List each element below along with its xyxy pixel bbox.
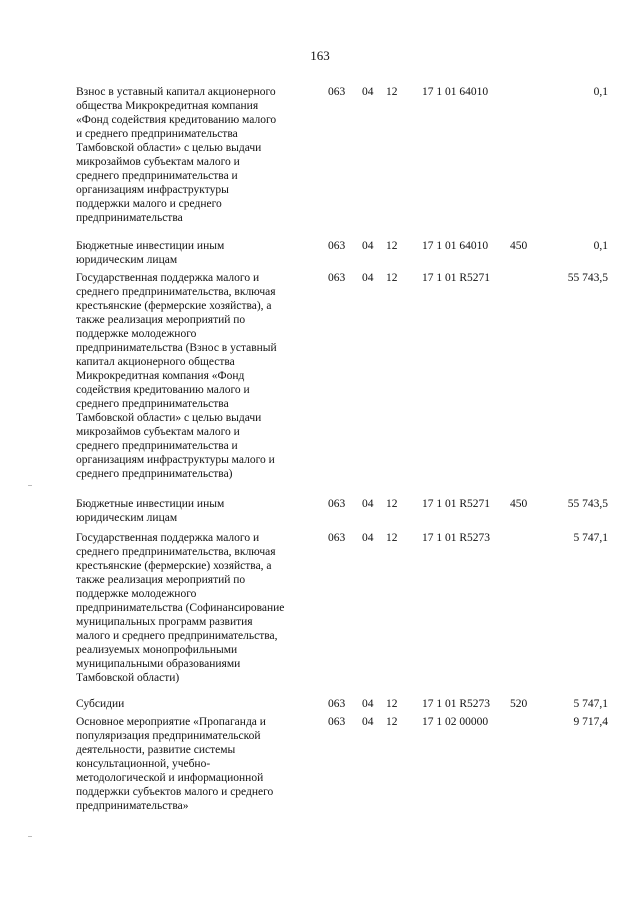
table-row <box>76 271 608 497</box>
rz-code: 04 <box>362 272 374 284</box>
row-name-line: муниципальных программ развития <box>76 616 253 628</box>
ved-code: 063 <box>328 240 346 252</box>
row-name-line: среднего предпринимательства, включая <box>76 546 276 558</box>
row-name <box>76 497 326 525</box>
row-name-line: среднего предпринимательства) <box>76 468 233 480</box>
row-name-line: также реализация мероприятий по <box>76 574 246 586</box>
row-sum: 5 747,1 <box>573 532 608 544</box>
row-name-line: крестьянские (фермерские) хозяйства, а <box>76 560 272 572</box>
row-name-line: предпринимательства (Взнос в уставный <box>76 342 277 354</box>
row-name-line: поддержки субъектов малого и среднего <box>76 786 274 798</box>
rz-code: 04 <box>362 698 374 710</box>
pr-code: 12 <box>386 240 398 252</box>
row-sum: 9 717,4 <box>573 716 608 728</box>
row-sum: 0,1 <box>593 86 608 98</box>
row-name-line: содействия кредитованию малого и <box>76 384 250 396</box>
vr-code: 450 <box>510 240 528 252</box>
row-name-line: предпринимательства <box>76 212 183 224</box>
row-name-line: методологической и информационной <box>76 772 264 784</box>
table-row <box>76 531 608 697</box>
ved-code: 063 <box>328 716 346 728</box>
table-row <box>76 715 608 819</box>
csr-code: 17 1 02 00000 <box>422 716 489 728</box>
row-name-line: Тамбовской области) <box>76 672 180 684</box>
table-row <box>76 239 608 271</box>
table-row <box>76 697 608 715</box>
row-name-line: предпринимательства» <box>76 800 189 812</box>
row-name-line: микрозаймов субъектам малого и <box>76 156 240 168</box>
row-name-line: Бюджетные инвестиции иным <box>76 498 225 510</box>
table-row <box>76 85 608 239</box>
scan-mark <box>28 836 32 837</box>
rz-code: 04 <box>362 498 374 510</box>
vr-code: 450 <box>510 498 528 510</box>
rz-code: 04 <box>362 532 374 544</box>
row-name-line: малого и среднего предпринимательства, <box>76 630 278 642</box>
ved-code: 063 <box>328 532 346 544</box>
row-name-line: капитал акционерного общества <box>76 356 235 368</box>
row-sum: 5 747,1 <box>573 698 608 710</box>
row-name-line: консультационной, учебно- <box>76 758 211 770</box>
row-name-line: микрозаймов субъектам малого и <box>76 426 240 438</box>
rz-code: 04 <box>362 240 374 252</box>
row-name-line: организациям инфраструктуры малого и <box>76 454 275 466</box>
ved-code: 063 <box>328 498 346 510</box>
scan-mark <box>28 485 32 486</box>
row-sum: 0,1 <box>593 240 608 252</box>
row-name-line: Основное мероприятие «Пропаганда и <box>76 716 266 728</box>
ved-code: 063 <box>328 272 346 284</box>
row-sum: 55 743,5 <box>567 272 608 284</box>
row-name <box>76 715 326 813</box>
row-name <box>76 239 326 267</box>
row-name-line: Микрокредитная компания «Фонд <box>76 370 245 382</box>
row-name-line: среднего предпринимательства, включая <box>76 286 276 298</box>
pr-code: 12 <box>386 498 398 510</box>
vr-code: 520 <box>510 698 528 710</box>
csr-code: 17 1 01 R5273 <box>422 698 491 710</box>
row-name-line: деятельности, развитие системы <box>76 744 236 756</box>
page-number: 163 <box>310 48 330 63</box>
row-name-line: Тамбовской области» с целью выдачи <box>76 412 262 424</box>
pr-code: 12 <box>386 86 398 98</box>
pr-code: 12 <box>386 716 398 728</box>
csr-code: 17 1 01 64010 <box>422 86 489 98</box>
row-name <box>76 85 326 225</box>
csr-code: 17 1 01 64010 <box>422 240 489 252</box>
row-name-line: реализуемых монопрофильными <box>76 644 238 656</box>
row-name-line: «Фонд содействия кредитованию малого <box>76 114 277 126</box>
row-name-line: Тамбовской области» с целью выдачи <box>76 142 262 154</box>
row-name-line: среднего предпринимательства и <box>76 170 238 182</box>
csr-code: 17 1 01 R5271 <box>422 272 491 284</box>
row-name-line: крестьянские (фермерские хозяйства), а <box>76 300 272 312</box>
table-row <box>76 497 608 531</box>
pr-code: 12 <box>386 272 398 284</box>
row-name-line: поддержке молодежного <box>76 588 197 600</box>
row-name-line: Государственная поддержка малого и <box>76 532 260 544</box>
row-name <box>76 531 326 685</box>
ved-code: 063 <box>328 86 346 98</box>
row-name <box>76 271 326 481</box>
pr-code: 12 <box>386 532 398 544</box>
row-name-line: среднего предпринимательства и <box>76 440 238 452</box>
row-name-line: среднего предпринимательства <box>76 398 229 410</box>
row-name-line: также реализация мероприятий по <box>76 314 246 326</box>
row-name <box>76 697 326 711</box>
row-sum: 55 743,5 <box>567 498 608 510</box>
row-name-line: предпринимательства (Софинансирование <box>76 602 285 614</box>
row-name-line: общества Микрокредитная компания <box>76 100 259 112</box>
row-name-line: юридическим лицам <box>76 254 178 266</box>
row-name-line: Бюджетные инвестиции иным <box>76 240 225 252</box>
row-name-line: поддержке молодежного <box>76 328 197 340</box>
row-name-line: муниципальными образованиями <box>76 658 241 670</box>
row-name-line: юридическим лицам <box>76 512 178 524</box>
row-name-line: Государственная поддержка малого и <box>76 272 260 284</box>
budget-table <box>76 85 608 819</box>
row-name-line: популяризация предпринимательской <box>76 730 261 742</box>
csr-code: 17 1 01 R5271 <box>422 498 491 510</box>
rz-code: 04 <box>362 716 374 728</box>
csr-code: 17 1 01 R5273 <box>422 532 491 544</box>
row-name-line: Взнос в уставный капитал акционерного <box>76 86 276 98</box>
row-name-line: и среднего предпринимательства <box>76 128 238 140</box>
ved-code: 063 <box>328 698 346 710</box>
pr-code: 12 <box>386 698 398 710</box>
rz-code: 04 <box>362 86 374 98</box>
row-name-line: поддержки малого и среднего <box>76 198 222 210</box>
row-name-line: организациям инфраструктуры <box>76 184 229 196</box>
row-name-line: Субсидии <box>76 698 125 710</box>
